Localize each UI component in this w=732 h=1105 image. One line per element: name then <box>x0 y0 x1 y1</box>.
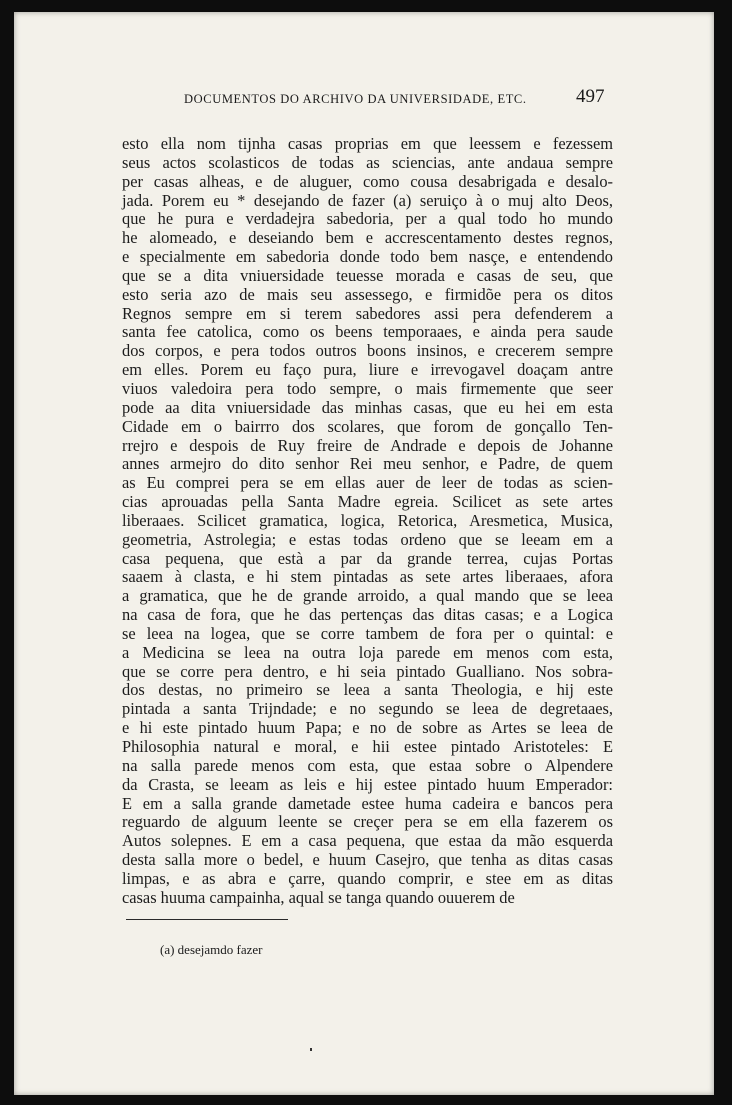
body-text <box>122 135 613 908</box>
text-line: que se corre pera dentro, e hi seia pintado Gualliano. Nos sobra- <box>122 661 613 681</box>
text-line: a gramatica, que he de grande arroido, a qual mando que se leea <box>122 586 613 606</box>
running-header: DOCUMENTOS DO ARCHIVO DA UNIVERSIDADE, ETC. <box>184 92 527 106</box>
text-line: e specialmente em sabedoria donde todo bem nasçe, e entendendo <box>122 247 613 267</box>
text-line: Philosophia natural e moral, e hii estee pintado Aristoteles: E <box>122 737 613 756</box>
text-line: he alomeado, e deseiando bem e accrescentamento destes regnos, <box>122 228 613 248</box>
text-line: jada. Porem eu * desejando de fazer (a) seruiço à o muj alto Deos, <box>122 190 613 210</box>
text-line: cias aprouadas pella Santa Madre egreia. Scilicet as sete artes <box>122 492 613 512</box>
text-line: na salla parede menos com esta, que estaa sobre o Alpendere <box>122 755 613 775</box>
text-line: E em a salla grande dametade estee huma cadeira e bancos pera <box>122 793 613 813</box>
text-line: da Crasta, se leeam as leis e hij estee pintado huum Emperador: <box>122 774 613 794</box>
text-line: as Eu comprei pera se em ellas auer de leer de todas as scien- <box>122 473 613 493</box>
text-line: Autos solepnes. E em a casa pequena, que estaa da mão esquerda <box>122 831 613 851</box>
text-line: se leea na logea, que se corre tambem de fora per o quintal: e <box>122 623 613 643</box>
text-line: casa pequena, que està a par da grande terrea, cujas Portas <box>122 548 613 568</box>
text-line: annes armejro do dito senhor Rei meu senhor, e Padre, de quem <box>122 454 613 474</box>
text-line: saaem à clasta, e hi stem pintadas as sete artes liberaaes, afora <box>122 567 613 587</box>
text-line: liberaaes. Scilicet gramatica, logica, Retorica, Aresmetica, Musica, <box>122 510 613 530</box>
text-line: Regnos sempre em si terem sabedores assi pera defenderem a <box>122 303 613 323</box>
text-line: santa fee catolica, como os beens temporaaes, e ainda pera saude <box>122 322 613 342</box>
text-line: limpas, e as abra e çarre, quando comprir, e stee em as ditas <box>122 868 613 888</box>
text-line: rrejro e despois de Ruy freire de Andrade e depois de Johanne <box>122 435 613 455</box>
page-number: 497 <box>576 86 605 107</box>
ink-speck <box>310 1048 312 1051</box>
text-line: viuos valedoira pera todo sempre, o mais firmemente que seer <box>122 378 613 398</box>
footnote: (a) desejamdo fazer <box>160 942 263 957</box>
text-line: na casa de fora, que he das pertenças das ditas casas; e a Logica <box>122 605 613 625</box>
text-line: e hi este pintado huum Papa; e no de sobre as Artes se leea de <box>122 718 613 738</box>
text-line: a Medicina se leea na outra loja parede em menos com esta, <box>122 642 613 662</box>
text-line: seus actos scolasticos de todas as sciencias, ante andaua sempre <box>122 152 613 172</box>
text-line: pode aa dita vniuersidade das minhas casas, que eu hei em esta <box>122 397 613 417</box>
text-line: esto seria azo de mais seu assessego, e firmidõe pera os ditos <box>122 284 613 304</box>
text-line: que he pura e verdadejra sabedoria, per a qual todo ho mundo <box>122 209 613 229</box>
footnote-rule <box>126 919 288 920</box>
text-line: em elles. Porem eu faço pura, liure e irrevogavel doaçam antre <box>122 360 613 380</box>
text-line: pintada a santa Trijndade; e no segundo se leea de degretaaes, <box>122 699 613 719</box>
text-line: reguardo de alguum leente se creçer pera se em ella fazerem os <box>122 812 613 832</box>
text-line: esto ella nom tijnha casas proprias em que leessem e fezessem <box>122 134 613 153</box>
text-line: casas huuma campainha, aqual se tanga quando ouuerem de <box>122 887 515 907</box>
text-line: dos destas, no primeiro se leea a santa Theologia, e hij este <box>122 680 613 700</box>
book-page <box>14 12 714 1095</box>
text-line: Cidade em o bairrro dos scolares, que forom de gonçallo Ten- <box>122 416 613 436</box>
text-line: geometria, Astrolegia; e estas todas ordeno que se leeam em a <box>122 529 613 549</box>
text-line: que se a dita vniuersidade teuesse morada e casas de seu, que <box>122 265 613 285</box>
text-line: per casas alheas, e de aluguer, como cousa desabrigada e desalo- <box>122 171 613 191</box>
text-line: dos corpos, e pera todos outros boons insinos, e crecerem sempre <box>122 341 613 361</box>
text-line: desta salla more o bedel, e huum Casejro, que tenha as ditas casas <box>122 850 613 870</box>
